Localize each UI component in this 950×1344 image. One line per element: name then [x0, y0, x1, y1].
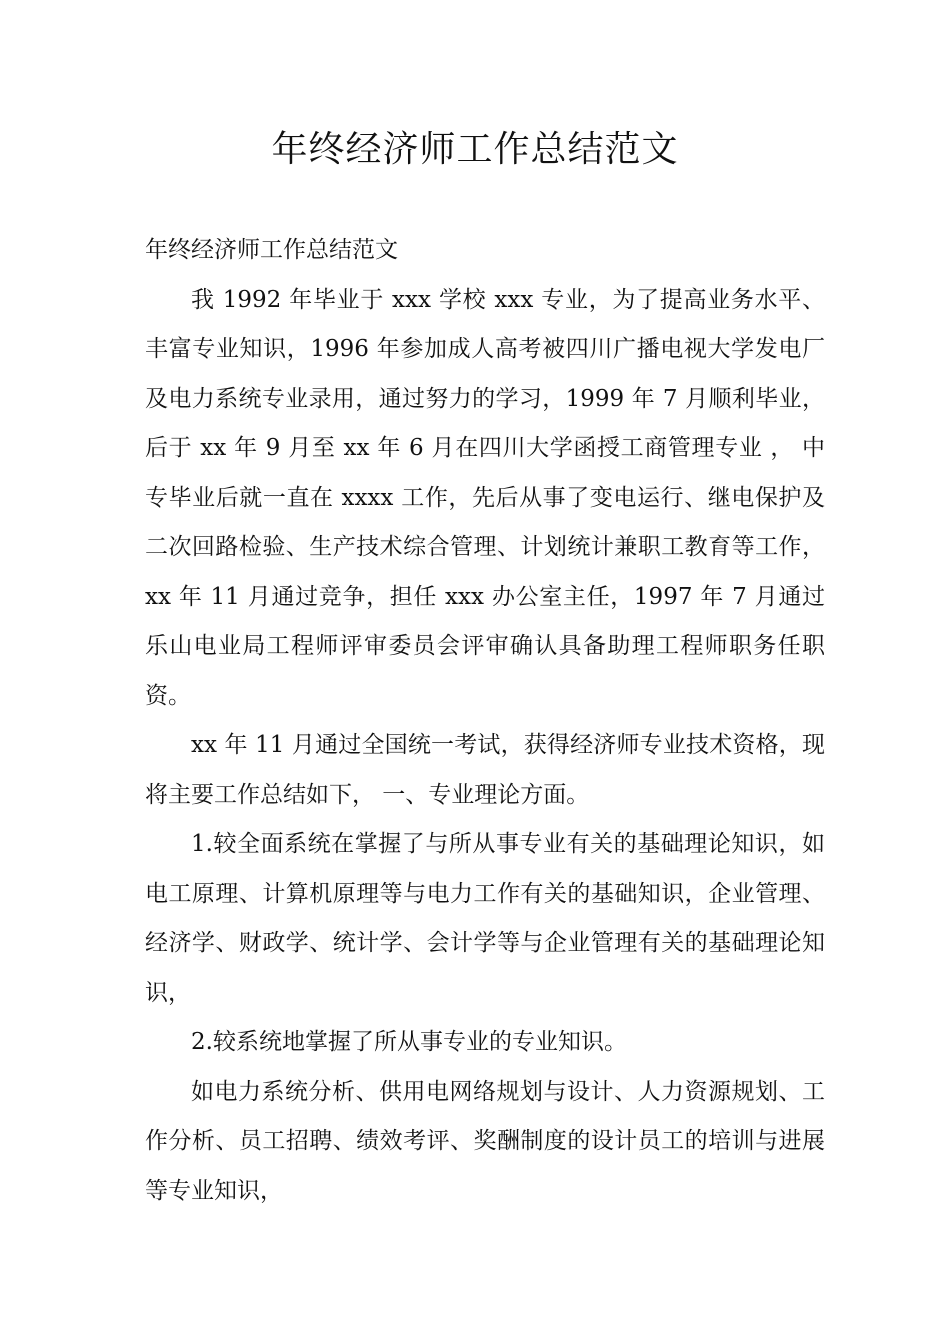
document-title: 年终经济师工作总结范文 — [271, 129, 679, 170]
subtitle-paragraph: 年终经济师工作总结范文 — [145, 237, 398, 263]
body-paragraph: 我 1992 年毕业于 xxx 学校 xxx 专业，为了提高业务水平、丰富专业知识，1996 年参加成人高考被四川广播电视大学发电厂及电力系统专业录用，通过努力的学习，1999 年 7 月顺利毕业，后于 xx 年 9 月至 xx 年 6 月在四川大学函授工商管理专业 ， 中专毕业后就一直在 xxxx 工作，先后从事了变电运行、继电保护及二次回路检验、生产技术综合管理、计划统计兼职工教育等工作，xx 年 11 月通过竞争，担任 xxx 办公室主任，1997 年 7 月通过乐山电业局工程师评审委员会评审确认具备助理工程师职务任职资。 — [145, 286, 825, 709]
body-paragraph: xx 年 11 月通过全国统一考试，获得经济师专业技术资格，现将主要工作总结如下， 一、专业理论方面。 — [145, 732, 825, 808]
body-paragraph: 2.较系统地掌握了所从事专业的专业知识。 — [191, 1029, 627, 1055]
document-body — [145, 226, 825, 1216]
body-paragraph: 1.较全面系统在掌握了与所从事专业有关的基础理论知识，如电工原理、计算机原理等与电力工作有关的基础知识，企业管理、经济学、财政学、统计学、会计学等与企业管理有关的基础理论知识， — [145, 831, 825, 1006]
body-paragraph: 如电力系统分析、供用电网络规划与设计、人力资源规划、工作分析、员工招聘、绩效考评、奖酬制度的设计员工的培训与进展等专业知识， — [145, 1078, 825, 1204]
